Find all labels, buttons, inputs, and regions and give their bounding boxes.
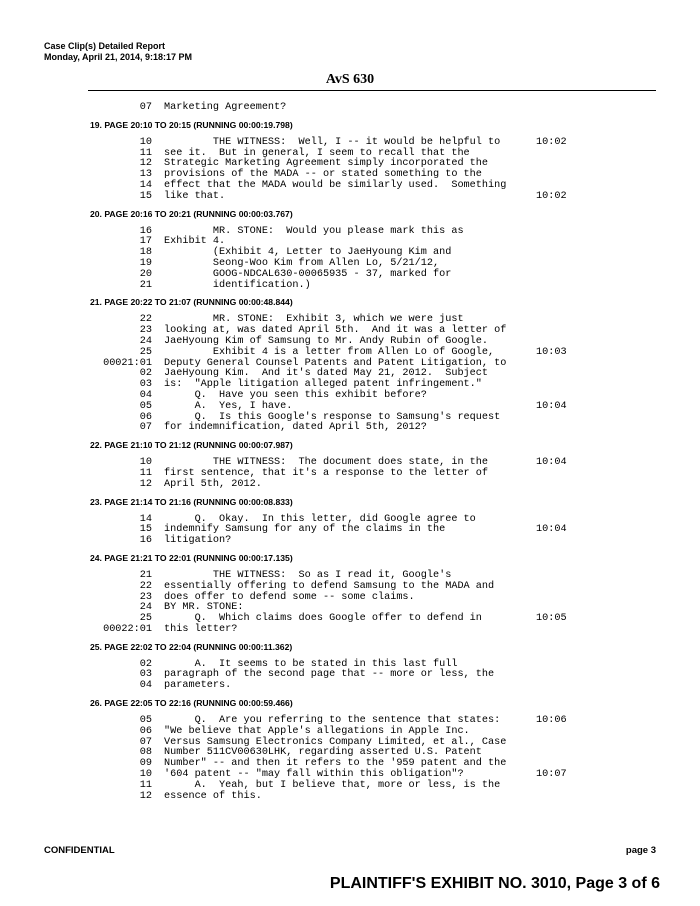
line-number: 23 <box>139 591 152 603</box>
line-text: MR. STONE: Exhibit 3, which we were just <box>164 314 464 326</box>
clip-heading: 23. PAGE 21:14 TO 21:16 (RUNNING 00:00:08.833) <box>90 496 293 507</box>
line-text: A. It seems to be stated in this last full <box>164 658 458 670</box>
transcript-line <box>0 423 700 434</box>
line-text: Q. Okay. In this letter, did Google agree to <box>164 513 476 525</box>
line-text: Deputy General Counsel Patents and Patent Litigation, to <box>164 357 507 369</box>
line-number: 10 <box>139 136 152 148</box>
line-text: for indemnification, dated April 5th, 2012? <box>164 422 427 434</box>
line-text: THE WITNESS: Well, I -- it would be helpful to <box>164 136 501 148</box>
line-text: MR. STONE: Would you please mark this as <box>164 225 464 237</box>
transcript-line <box>0 781 700 792</box>
line-number: 02 <box>139 368 152 380</box>
line-text: Versus Samsung Electronics Company Limited, et al., Case <box>164 736 507 748</box>
transcript-line <box>0 469 700 480</box>
clip-section <box>0 208 700 292</box>
line-text: "We believe that Apple's allegations in Apple Inc. <box>164 725 470 737</box>
line-number: 23 <box>139 325 152 337</box>
transcript-line <box>0 625 700 636</box>
line-text: Q. Which claims does Google offer to defend in <box>164 613 482 625</box>
line-number: 14 <box>139 513 152 525</box>
line-number: 19 <box>139 257 152 269</box>
confidential-label: CONFIDENTIAL <box>44 845 115 856</box>
line-number: 16 <box>139 535 152 547</box>
clip-heading: 25. PAGE 22:02 TO 22:04 (RUNNING 00:00:11.362) <box>90 641 293 652</box>
line-text: Strategic Marketing Agreement simply incorporated the <box>164 158 489 170</box>
line-number: 24 <box>139 602 152 614</box>
line-text: is: "Apple litigation alleged patent infringement." <box>164 379 482 391</box>
report-title: Case Clip(s) Detailed Report <box>44 41 166 51</box>
transcript-line <box>0 670 700 681</box>
line-text: A. Yeah, but I believe that, more or less, is the <box>164 779 501 791</box>
line-text: paragraph of the second page that -- more or less, the <box>164 669 495 681</box>
line-number: 21 <box>139 569 152 581</box>
line-text: identification.) <box>164 279 311 291</box>
line-number: 21 <box>139 279 152 291</box>
line-number: 15 <box>139 190 152 202</box>
line-number: 11 <box>139 147 152 159</box>
report-header <box>44 41 192 63</box>
transcript-line <box>0 181 700 192</box>
clip-section <box>0 296 700 434</box>
line-number: 16 <box>139 225 152 237</box>
title-rule <box>88 90 656 91</box>
transcript-line <box>0 103 700 114</box>
clip-section <box>0 697 700 802</box>
line-text: provisions of the MADA -- or stated something to the <box>164 169 482 181</box>
report-date: Monday, April 21, 2014, 9:18:17 PM <box>44 52 193 62</box>
transcript-line <box>0 281 700 292</box>
clip-heading: 24. PAGE 21:21 TO 22:01 (RUNNING 00:00:17.135) <box>90 552 293 563</box>
line-text: Q. Have you seen this exhibit before? <box>164 389 427 401</box>
clip-section <box>0 496 700 547</box>
line-text: indemnify Samsung for any of the claims in the <box>164 524 446 536</box>
line-text: looking at, was dated April 5th. And it was a letter of <box>164 325 507 337</box>
transcript-line <box>0 525 700 536</box>
line-text: first sentence, that it's a response to the letter of <box>164 467 489 479</box>
line-number: 04 <box>139 389 152 401</box>
line-text: April 5th, 2012. <box>164 478 262 490</box>
clip-heading: 26. PAGE 22:05 TO 22:16 (RUNNING 00:00:59.466) <box>90 698 293 709</box>
line-text: GOOG-NDCAL630-00065935 - 37, marked for <box>164 268 452 280</box>
timestamp: 10:02 <box>536 136 567 148</box>
line-number: 20 <box>139 268 152 280</box>
line-number: 07 <box>139 422 152 434</box>
line-text: Number" -- and then it refers to the '959 patent and the <box>164 758 507 770</box>
line-number: 11 <box>139 779 152 791</box>
line-number: 03 <box>139 379 152 391</box>
line-text: essentially offering to defend Samsung to the MADA and <box>164 580 495 592</box>
line-text: THE WITNESS: The document does state, in the <box>164 457 489 469</box>
line-number: 06 <box>139 411 152 423</box>
line-text: this letter? <box>164 623 238 635</box>
transcript-line <box>0 227 700 238</box>
clip-heading: 21. PAGE 20:22 TO 21:07 (RUNNING 00:00:48.844) <box>90 297 293 308</box>
line-number: 13 <box>139 169 152 181</box>
line-text: A. Yes, I have. <box>164 400 293 412</box>
line-text: Q. Is this Google's response to Samsung's request <box>164 411 501 423</box>
line-number: 12 <box>139 158 152 170</box>
clip-section <box>0 439 700 490</box>
timestamp: 10:02 <box>536 190 567 202</box>
transcript-line <box>0 792 700 803</box>
clip-heading: 22. PAGE 21:10 TO 21:12 (RUNNING 00:00:07.987) <box>90 440 293 451</box>
line-number: 09 <box>139 758 152 770</box>
line-number: 04 <box>139 680 152 692</box>
line-text: Exhibit 4 is a letter from Allen Lo of Google, <box>164 346 495 358</box>
transcript-line <box>0 348 700 359</box>
timestamp: 10:05 <box>536 613 567 625</box>
line-text: see it. But in general, I seem to recall that the <box>164 147 470 159</box>
line-number: 24 <box>139 335 152 347</box>
page-number: page 3 <box>625 845 656 856</box>
line-text: Exhibit 4. <box>164 236 226 248</box>
transcript-line <box>0 593 700 604</box>
line-number: 00021:01 <box>103 357 152 369</box>
line-text: does offer to defend some -- some claims. <box>164 591 415 603</box>
transcript-line <box>0 536 700 547</box>
transcript-line <box>0 480 700 491</box>
transcript-line <box>0 402 700 413</box>
line-number: 07 <box>139 736 152 748</box>
line-number: 08 <box>139 747 152 759</box>
exhibit-stamp: PLAINTIFF'S EXHIBIT NO. 3010, Page 3 of 6 <box>329 875 660 892</box>
line-number: 05 <box>139 715 152 727</box>
clip-section <box>0 119 700 203</box>
line-number: 25 <box>139 613 152 625</box>
transcript-body <box>0 103 700 807</box>
timestamp: 10:03 <box>536 346 567 358</box>
line-text: JaeHyoung Kim. And it's dated May 21, 2012. Subject <box>164 368 489 380</box>
line-text: like that. <box>164 190 226 202</box>
clip-section <box>0 552 700 636</box>
timestamp: 10:07 <box>536 769 567 781</box>
line-text: Q. Are you referring to the sentence that states: <box>164 715 501 727</box>
clip-heading: 20. PAGE 20:16 TO 20:21 (RUNNING 00:00:03.767) <box>90 208 293 219</box>
line-text: '604 patent -- "may fall within this obligation"? <box>164 769 464 781</box>
line-number: 10 <box>139 457 152 469</box>
line-number: 06 <box>139 725 152 737</box>
line-number: 17 <box>139 236 152 248</box>
transcript-line <box>0 192 700 203</box>
line-number: 22 <box>139 314 152 326</box>
line-text: Marketing Agreement? <box>164 102 287 113</box>
line-number: 07 <box>139 102 152 113</box>
line-number: 02 <box>139 658 152 670</box>
line-number: 00022:01 <box>103 623 152 635</box>
line-number: 10 <box>139 769 152 781</box>
timestamp: 10:06 <box>536 715 567 727</box>
line-text: essence of this. <box>164 790 262 802</box>
line-number: 12 <box>139 790 152 802</box>
timestamp: 10:04 <box>536 400 567 412</box>
line-text: parameters. <box>164 680 232 692</box>
line-text: effect that the MADA would be similarly used. Something <box>164 179 507 191</box>
timestamp: 10:04 <box>536 457 567 469</box>
line-text: JaeHyoung Kim of Samsung to Mr. Andy Rubin of Google. <box>164 335 489 347</box>
line-number: 03 <box>139 669 152 681</box>
line-number: 25 <box>139 346 152 358</box>
line-text: Number 511CV00630LHK, regarding asserted U.S. Patent <box>164 747 482 759</box>
line-text: BY MR. STONE: <box>164 602 244 614</box>
line-number: 05 <box>139 400 152 412</box>
transcript-line <box>0 138 700 149</box>
line-text: (Exhibit 4, Letter to JaeHyoung Kim and <box>164 247 452 259</box>
line-text: Seong-Woo Kim from Allen Lo, 5/21/12, <box>164 257 440 269</box>
clip-section <box>0 641 700 692</box>
line-number: 14 <box>139 179 152 191</box>
document-title: AvS 630 <box>325 72 375 87</box>
transcript-line <box>0 391 700 402</box>
transcript-line <box>0 681 700 692</box>
transcript-line <box>0 582 700 593</box>
line-text: THE WITNESS: So as I read it, Google's <box>164 569 452 581</box>
line-number: 18 <box>139 247 152 259</box>
line-number: 11 <box>139 467 152 479</box>
timestamp: 10:04 <box>536 524 567 536</box>
line-number: 22 <box>139 580 152 592</box>
clip-heading: 19. PAGE 20:10 TO 20:15 (RUNNING 00:00:19.798) <box>90 119 293 130</box>
line-number: 12 <box>139 478 152 490</box>
line-text: litigation? <box>164 535 232 547</box>
transcript-line <box>0 270 700 281</box>
preface-lines <box>0 103 700 114</box>
line-number: 15 <box>139 524 152 536</box>
